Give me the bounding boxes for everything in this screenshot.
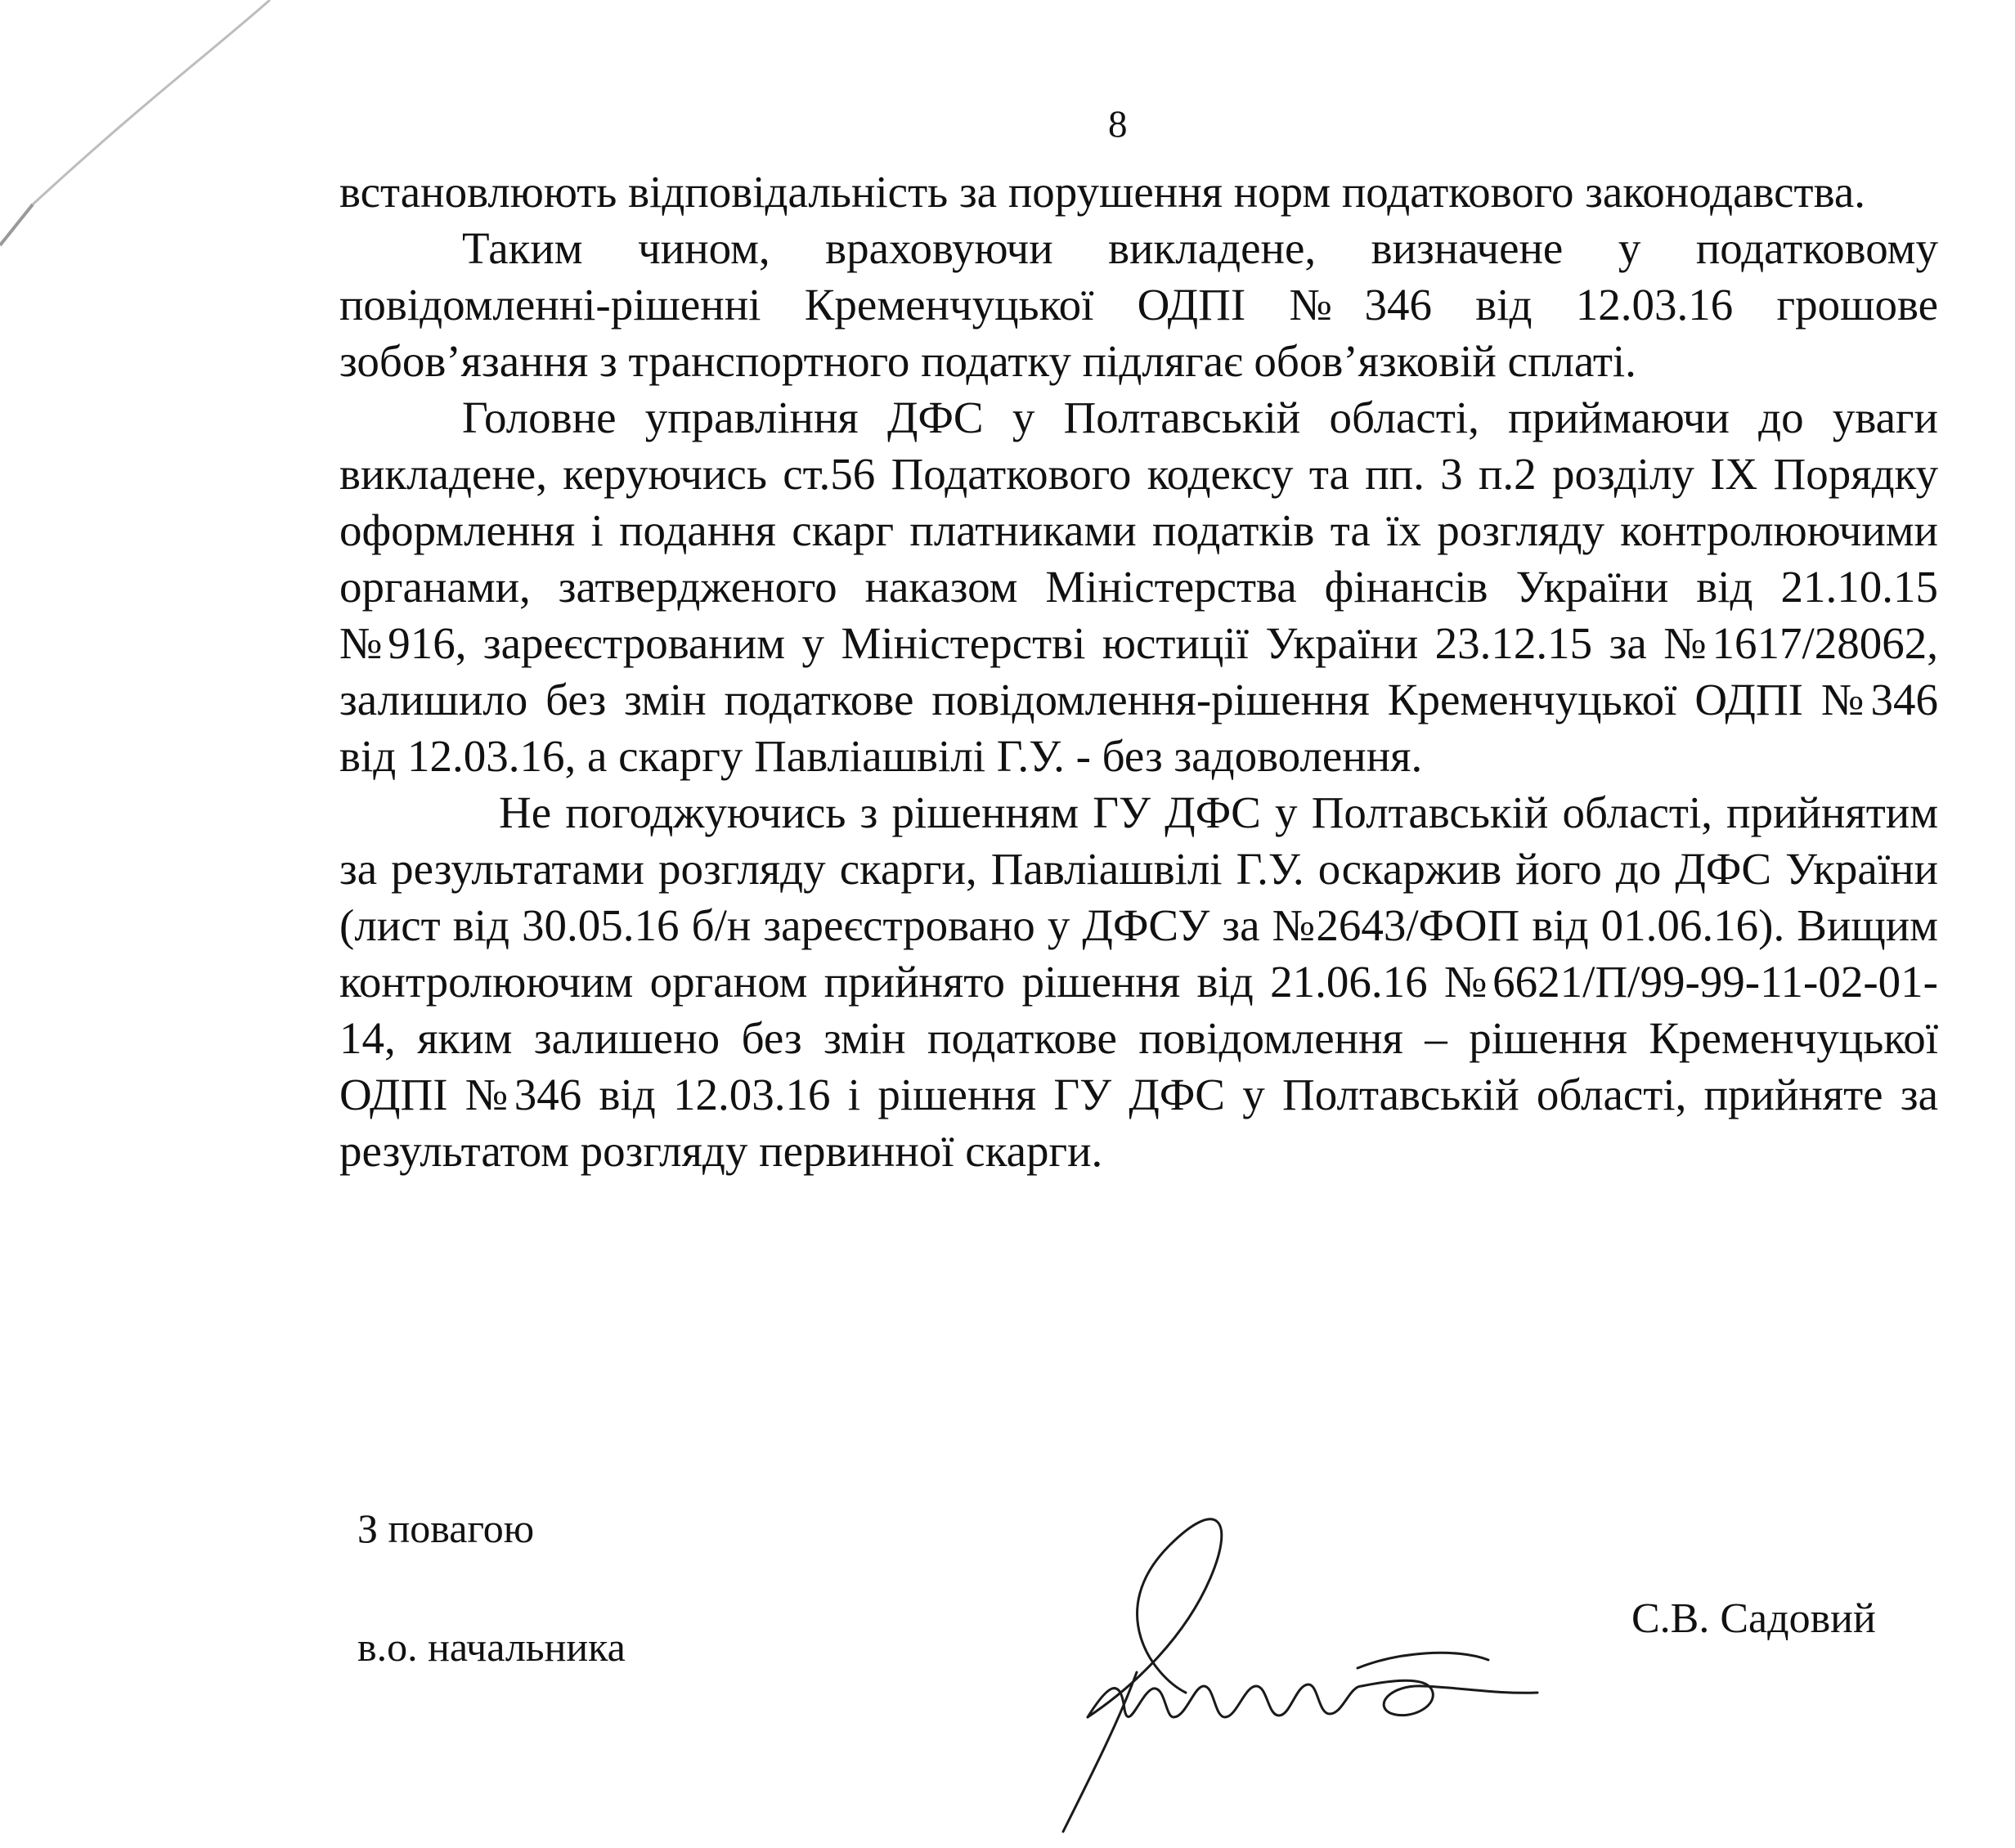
paragraph-1: встановлюють відповідальність за порушення норм податкового законодавства.	[339, 167, 1865, 217]
letter-body	[339, 164, 1938, 1179]
closing-phrase: З повагою	[357, 1505, 535, 1551]
page-number: 8	[1108, 103, 1128, 146]
paragraph-2: Таким чином, враховуючи викладене, визначене у податковому повідомленні-рішенні Кременчуцької ОДПІ №346 від 12.03.16 грошове зобов’язання з транспортного податку підлягає обов’язковій сплаті.	[339, 223, 1938, 386]
paragraph-3: Головне управління ДФС у Полтавській області, приймаючи до уваги викладене, керуючись ст.56 Податкового кодексу та пп. 3 п.2 розділу IX Порядку оформлення і подання скарг платниками податків та їх розгляду контролюючими органами, затвердженого наказом Міністерства фінансів України від 21.10.15 №916, зареєстрованим у Міністерстві юстиції України 23.12.15 за №1617/28062, залишило без змін податкове повідомлення-рішення Кременчуцької ОДПІ №346 від 12.03.16, а скаргу Павліашвілі Г.У. - без задоволення.	[339, 392, 1938, 781]
paragraph-4: Не погоджуючись з рішенням ГУ ДФС у Полтавській області, прийнятим за результатами розгляду скарги, Павліашвілі Г.У. оскаржив його до ДФС України (лист від 30.05.16 б/н зареєстровано у ДФСУ за №2643/ФОП від 01.06.16). Вищим контролюючим органом прийнято рішення від 21.06.16 №6621/П/99-99-11-02-01-14, яким залишено без змін податкове повідомлення – рішення Кременчуцької ОДПІ №346 від 12.03.16 і рішення ГУ ДФС у Полтавській області, прийняте за результатом розгляду первинної скарги.	[339, 787, 1938, 1176]
signer-name: С.В. Садовий	[1631, 1595, 1876, 1642]
signer-position: в.о. начальника	[357, 1624, 626, 1670]
page-fold-mark	[0, 0, 343, 262]
handwritten-signature	[965, 1472, 1586, 1848]
